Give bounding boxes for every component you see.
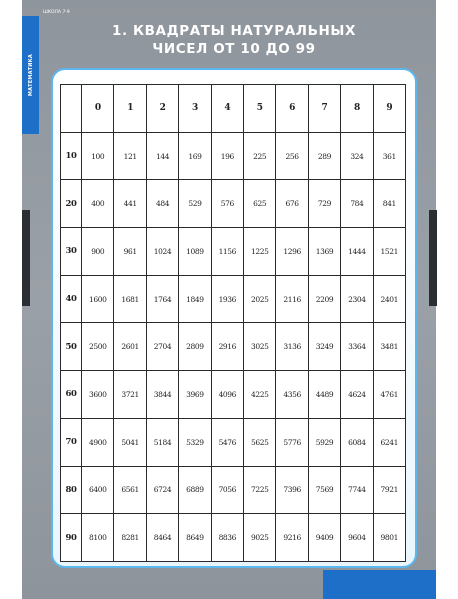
square-value-cell: 3844: [146, 371, 178, 419]
row-header: 10: [61, 132, 82, 180]
square-value-cell: 1764: [146, 275, 178, 323]
square-value-cell: 4900: [82, 418, 114, 466]
column-header: 0: [82, 85, 114, 133]
square-value-cell: 9604: [341, 514, 373, 562]
square-value-cell: 2601: [114, 323, 146, 371]
square-value-cell: 729: [308, 180, 340, 228]
square-value-cell: 1089: [179, 228, 211, 276]
square-value-cell: 5041: [114, 418, 146, 466]
right-edge-clip: [429, 210, 437, 306]
square-value-cell: 5776: [276, 418, 308, 466]
row-header: 50: [61, 323, 82, 371]
column-header: 8: [341, 85, 373, 133]
row-header: 80: [61, 466, 82, 514]
square-value-cell: 225: [244, 132, 276, 180]
square-value-cell: 9025: [244, 514, 276, 562]
square-value-cell: 9216: [276, 514, 308, 562]
square-value-cell: 8100: [82, 514, 114, 562]
square-value-cell: 6724: [146, 466, 178, 514]
square-value-cell: 576: [211, 180, 243, 228]
square-value-cell: 1156: [211, 228, 243, 276]
square-value-cell: 5929: [308, 418, 340, 466]
square-value-cell: 676: [276, 180, 308, 228]
square-value-cell: 8649: [179, 514, 211, 562]
square-value-cell: 6889: [179, 466, 211, 514]
square-value-cell: 3249: [308, 323, 340, 371]
square-value-cell: 5329: [179, 418, 211, 466]
square-value-cell: 4761: [373, 371, 405, 419]
square-value-cell: 1296: [276, 228, 308, 276]
row-header: 70: [61, 418, 82, 466]
square-value-cell: 3721: [114, 371, 146, 419]
square-value-cell: 400: [82, 180, 114, 228]
square-value-cell: 6241: [373, 418, 405, 466]
square-value-cell: 8836: [211, 514, 243, 562]
square-value-cell: 7225: [244, 466, 276, 514]
square-value-cell: 2116: [276, 275, 308, 323]
square-value-cell: 324: [341, 132, 373, 180]
square-value-cell: 484: [146, 180, 178, 228]
square-value-cell: 1369: [308, 228, 340, 276]
square-value-cell: 4356: [276, 371, 308, 419]
square-value-cell: 9801: [373, 514, 405, 562]
table-row: [61, 371, 406, 419]
square-value-cell: 2209: [308, 275, 340, 323]
square-value-cell: 3969: [179, 371, 211, 419]
column-header: 7: [308, 85, 340, 133]
square-value-cell: 4624: [341, 371, 373, 419]
table-row: [61, 228, 406, 276]
square-value-cell: 8464: [146, 514, 178, 562]
column-header: 3: [179, 85, 211, 133]
left-edge-clip: [22, 210, 30, 306]
square-value-cell: 900: [82, 228, 114, 276]
square-value-cell: 1024: [146, 228, 178, 276]
square-value-cell: 8281: [114, 514, 146, 562]
square-value-cell: 6561: [114, 466, 146, 514]
square-value-cell: 7056: [211, 466, 243, 514]
column-header: 5: [244, 85, 276, 133]
square-value-cell: 7569: [308, 466, 340, 514]
column-header: 1: [114, 85, 146, 133]
subject-label: МАТЕМАТИКА: [27, 53, 34, 97]
square-value-cell: 3364: [341, 323, 373, 371]
square-value-cell: 256: [276, 132, 308, 180]
square-value-cell: 625: [244, 180, 276, 228]
corner-accent-block: [323, 570, 436, 599]
row-header: 20: [61, 180, 82, 228]
table-row: [61, 514, 406, 562]
row-header: 40: [61, 275, 82, 323]
square-value-cell: 169: [179, 132, 211, 180]
square-value-cell: 441: [114, 180, 146, 228]
square-value-cell: 5476: [211, 418, 243, 466]
table-row: [61, 418, 406, 466]
square-value-cell: 2025: [244, 275, 276, 323]
series-label: ШКОЛА 7-9: [43, 10, 70, 15]
square-value-cell: 4225: [244, 371, 276, 419]
square-value-cell: 3600: [82, 371, 114, 419]
square-value-cell: 1444: [341, 228, 373, 276]
square-value-cell: 1225: [244, 228, 276, 276]
square-value-cell: 3481: [373, 323, 405, 371]
square-value-cell: 3025: [244, 323, 276, 371]
squares-table: [60, 84, 406, 562]
square-value-cell: 121: [114, 132, 146, 180]
square-value-cell: 1681: [114, 275, 146, 323]
square-value-cell: 1849: [179, 275, 211, 323]
square-value-cell: 196: [211, 132, 243, 180]
square-value-cell: 784: [341, 180, 373, 228]
square-value-cell: 361: [373, 132, 405, 180]
square-value-cell: 3136: [276, 323, 308, 371]
square-value-cell: 1600: [82, 275, 114, 323]
table-row: [61, 132, 406, 180]
title-line-1: 1. КВАДРАТЫ НАТУРАЛЬНЫХ: [112, 23, 356, 39]
square-value-cell: 2401: [373, 275, 405, 323]
square-value-cell: 1521: [373, 228, 405, 276]
table-row: [61, 323, 406, 371]
column-header: 4: [211, 85, 243, 133]
square-value-cell: 7744: [341, 466, 373, 514]
square-value-cell: 841: [373, 180, 405, 228]
square-value-cell: 2809: [179, 323, 211, 371]
column-header: 2: [146, 85, 178, 133]
table-row: [61, 180, 406, 228]
row-header: 90: [61, 514, 82, 562]
square-value-cell: 5184: [146, 418, 178, 466]
square-value-cell: 529: [179, 180, 211, 228]
square-value-cell: 100: [82, 132, 114, 180]
square-value-cell: 9409: [308, 514, 340, 562]
subject-side-tab: [22, 16, 39, 134]
column-header: 9: [373, 85, 405, 133]
square-value-cell: 2304: [341, 275, 373, 323]
square-value-cell: 4489: [308, 371, 340, 419]
square-value-cell: 2500: [82, 323, 114, 371]
square-value-cell: 961: [114, 228, 146, 276]
square-value-cell: 289: [308, 132, 340, 180]
square-value-cell: 6084: [341, 418, 373, 466]
square-value-cell: 5625: [244, 418, 276, 466]
row-header: 60: [61, 371, 82, 419]
square-value-cell: 7921: [373, 466, 405, 514]
row-header: 30: [61, 228, 82, 276]
table-row: [61, 275, 406, 323]
table-header-row: [61, 85, 406, 133]
title-line-2: ЧИСЕЛ ОТ 10 ДО 99: [152, 41, 316, 57]
square-value-cell: 1936: [211, 275, 243, 323]
table-row: [61, 466, 406, 514]
poster-title: [44, 22, 424, 58]
square-value-cell: 2916: [211, 323, 243, 371]
square-value-cell: 6400: [82, 466, 114, 514]
column-header: 6: [276, 85, 308, 133]
square-value-cell: 4096: [211, 371, 243, 419]
square-value-cell: 7396: [276, 466, 308, 514]
table-corner-cell: [61, 85, 82, 133]
square-value-cell: 144: [146, 132, 178, 180]
square-value-cell: 2704: [146, 323, 178, 371]
